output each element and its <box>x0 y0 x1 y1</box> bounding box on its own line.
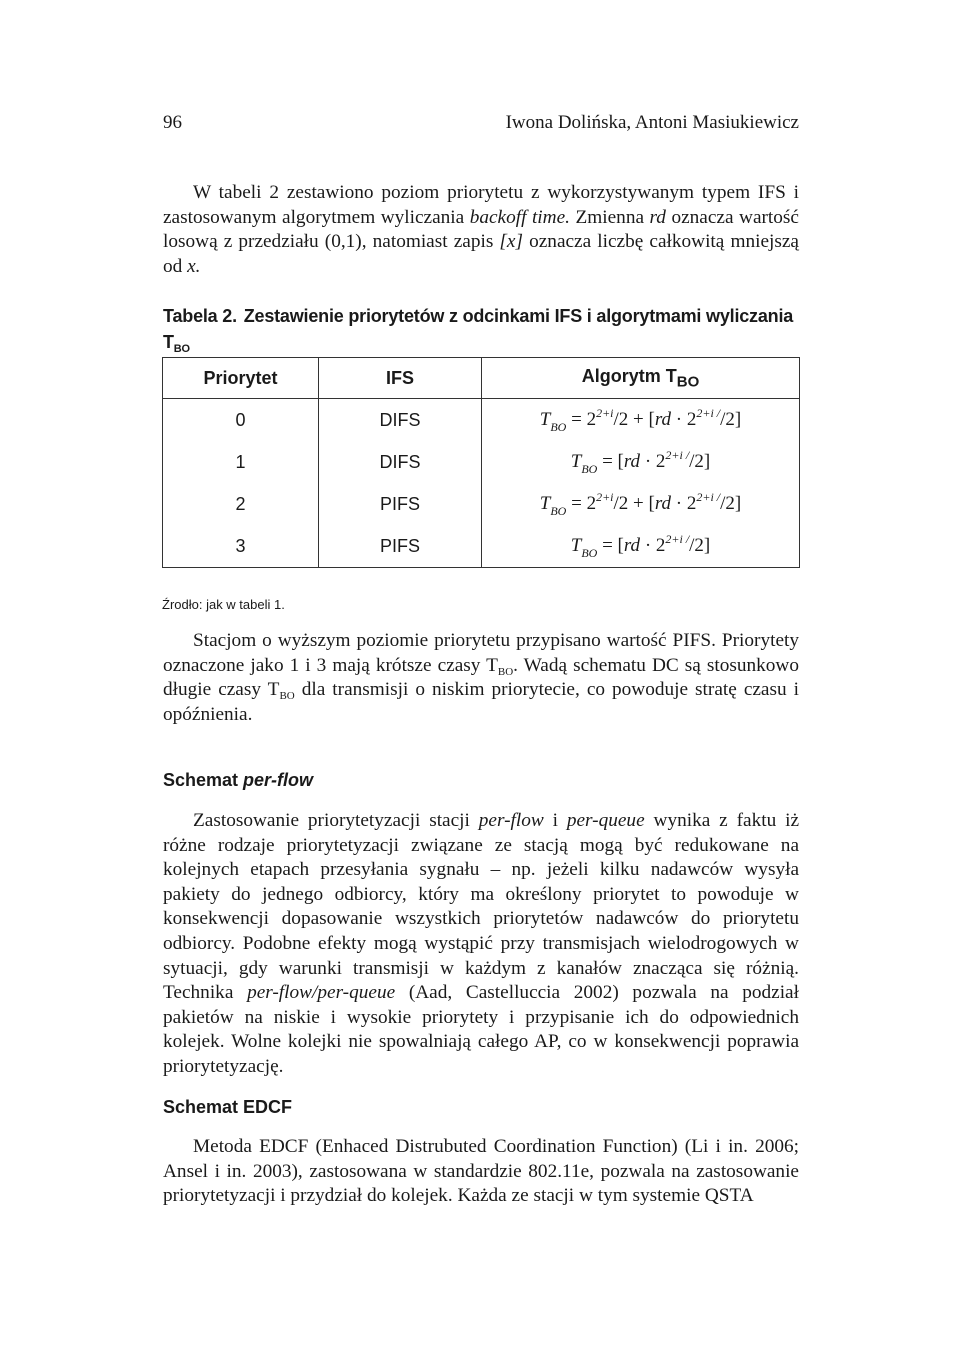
table-row <box>163 483 800 525</box>
table-caption-label: Tabela 2. <box>163 306 237 326</box>
priority-paragraph: Stacjom o wyższym poziomie priorytetu przypisano wartość PIFS. Priorytety oznaczone jako 1 i 3 mają krótsze czasy $T_{BO}$. Wadą schematu DC są stosunkowo długie czasy $T_{BO}$ dla transmisji o niskim priorytecie, co powoduje stratę czasu i opóźnienia. <box>163 630 799 725</box>
cell-ifs: PIFS <box>319 483 482 525</box>
intro-paragraph: W tabeli 2 zestawiono poziom priorytetu z wykorzystywanym typem IFS i zastosowanym algorytmem wyliczania backoff time. Zmienna rd oznacza wartość losową z przedziału (0,1), natomiast zapis [x] oznacza liczbę całkowitą mniejszą od x. <box>163 182 799 277</box>
table-header-row <box>163 358 800 399</box>
cell-ifs: PIFS <box>319 525 482 568</box>
header-algorithm: Algorytm $T_{BO}$ <box>482 358 800 399</box>
cell-formula: $T_{BO} = [rd \cdot 2^{2+i /}/2]$ <box>482 441 800 483</box>
page-number: 96 <box>163 112 182 133</box>
header-ifs: IFS <box>319 358 482 399</box>
header-priority: Priorytet <box>163 358 319 399</box>
cell-formula: $T_{BO} = [rd \cdot 2^{2+i /}/2]$ <box>482 525 800 568</box>
running-head-authors: Iwona Dolińska, Antoni Masiukiewicz <box>505 112 799 133</box>
cell-priority: 2 <box>163 483 319 525</box>
per-flow-paragraph: Zastosowanie priorytetyzacji stacji per-flow i per-queue wynika z faktu iż różne rodzaje priorytetyzacji związane ze stacją mogą być redukowane na kolejnych etapach przesyłania sygnału – np. jeżeli kilku nadawców wysyła pakiety do jednego odbiorcy, który ma określony priorytet to powoduje w konsekwencji dopasowanie wszystkich priorytetów nadawców do priorytetu odbiorcy. Podobne efekty mogą wystąpić przy transmisjach wielodrogowych w sytuacji, gdy warunki transmisji w każdym z kanałów znacząca się różnią. Technika per-flow/per-queue (Aad, Castelluccia 2002) pozwala na podział pakietów na niskie i wysokie priorytety i przypisanie ich do odpowiednich kolejek. Wolne kolejki nie spowalniają całego AP, co w konsekwencji poprawia priorytetyzację. <box>163 810 800 1077</box>
priority-table <box>162 357 800 568</box>
cell-priority: 0 <box>163 399 319 442</box>
cell-formula: $T_{BO} = 2^{2+i}/2 + [rd \cdot 2^{2+i /}/2]$ <box>482 399 800 442</box>
table-row <box>163 399 800 442</box>
cell-ifs: DIFS <box>319 441 482 483</box>
table-caption-text: Zestawienie priorytetów z odcinkami IFS i algorytmami wyliczania T <box>163 306 794 352</box>
table-caption: Tabela 2. Zestawienie priorytetów z odcinkami IFS i algorytmami wyliczania $T_{BO}$ <box>163 306 794 355</box>
section-heading-edcf: Schemat EDCF <box>163 1097 293 1117</box>
cell-ifs: DIFS <box>319 399 482 442</box>
table-row <box>163 441 800 483</box>
table-source: Źrodło: jak w tabeli 1. <box>162 597 285 612</box>
cell-formula: $T_{BO} = 2^{2+i}/2 + [rd \cdot 2^{2+i /}/2]$ <box>482 483 800 525</box>
table-row <box>163 525 800 568</box>
section-heading-per-flow: Schemat per-flow <box>163 770 314 790</box>
cell-priority: 3 <box>163 525 319 568</box>
cell-priority: 1 <box>163 441 319 483</box>
edcf-paragraph: Metoda EDCF (Enhaced Distrubuted Coordination Function) (Li i in. 2006; Ansel i in. 2003), zastosowana w standardzie 802.11e, pozwala na zastosowanie priorytetyzacji i przydział do kolejek. Każda ze stacji w tym systemie QSTA <box>163 1136 799 1207</box>
